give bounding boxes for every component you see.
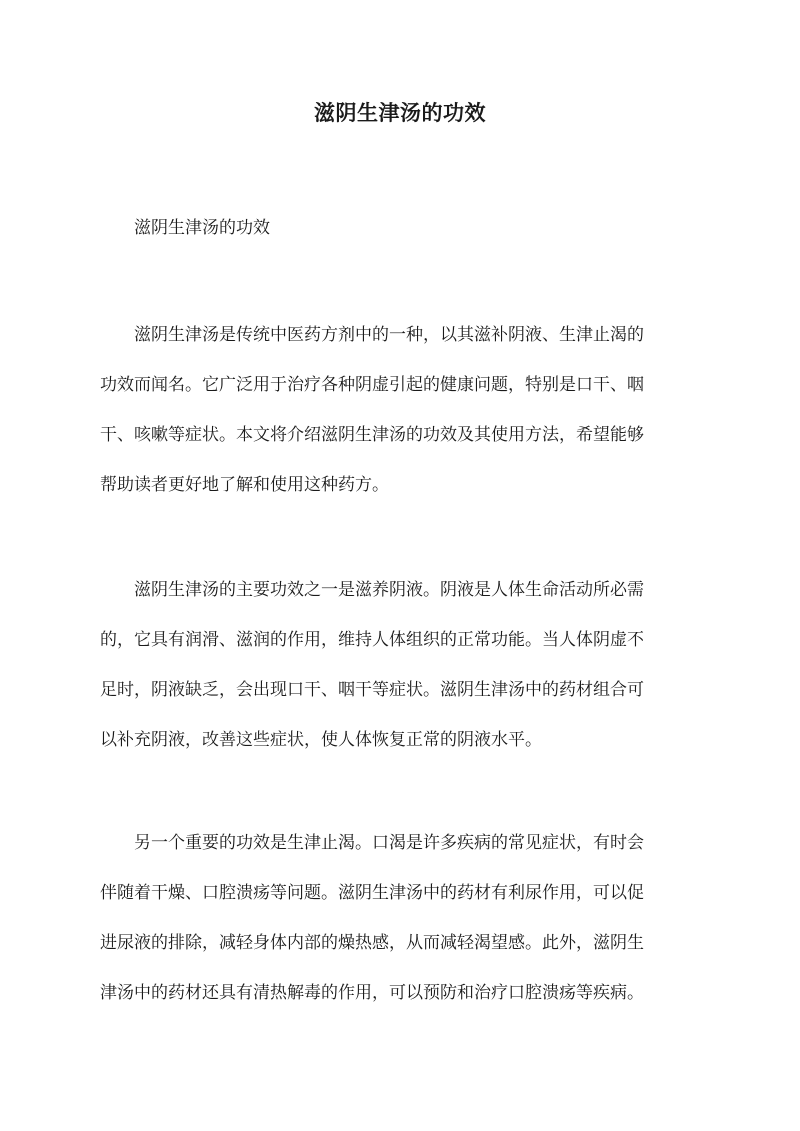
paragraph-line: 以补充阴液，改善这些症状，使人体恢复正常的阴液水平。 bbox=[100, 730, 542, 750]
paragraph-line: 另一个重要的功效是生津止渴。口渴是许多疾病的常见症状，有时会 bbox=[134, 833, 644, 853]
paragraph-intro bbox=[100, 310, 700, 510]
document-subtitle: 滋阴生津汤的功效 bbox=[134, 218, 270, 238]
paragraph-line: 足时，阴液缺乏，会出现口干、咽干等症状。滋阴生津汤中的药材组合可 bbox=[100, 680, 644, 700]
paragraph-line: 的，它具有润滑、滋润的作用，维持人体组织的正常功能。当人体阴虚不 bbox=[100, 630, 644, 650]
paragraph-line: 滋阴生津汤的主要功效之一是滋养阴液。阴液是人体生命活动所必需 bbox=[134, 580, 644, 600]
paragraph-quench-thirst bbox=[100, 818, 700, 1018]
paragraph-line: 进尿液的排除，减轻身体内部的燥热感，从而减轻渴望感。此外，滋阴生 bbox=[100, 933, 644, 953]
paragraph-line: 干、咳嗽等症状。本文将介绍滋阴生津汤的功效及其使用方法，希望能够 bbox=[100, 425, 644, 445]
paragraph-line: 伴随着干燥、口腔溃疡等问题。滋阴生津汤中的药材有利尿作用，可以促 bbox=[100, 883, 644, 903]
document-title: 滋阴生津汤的功效 bbox=[314, 100, 486, 125]
paragraph-line: 帮助读者更好地了解和使用这种药方。 bbox=[100, 475, 389, 495]
paragraph-nourish-yin bbox=[100, 565, 700, 765]
paragraph-line: 功效而闻名。它广泛用于治疗各种阴虚引起的健康问题，特别是口干、咽 bbox=[100, 375, 644, 395]
paragraph-line: 津汤中的药材还具有清热解毒的作用，可以预防和治疗口腔溃疡等疾病。 bbox=[100, 983, 644, 1003]
paragraph-line: 滋阴生津汤是传统中医药方剂中的一种，以其滋补阴液、生津止渴的 bbox=[134, 325, 644, 345]
